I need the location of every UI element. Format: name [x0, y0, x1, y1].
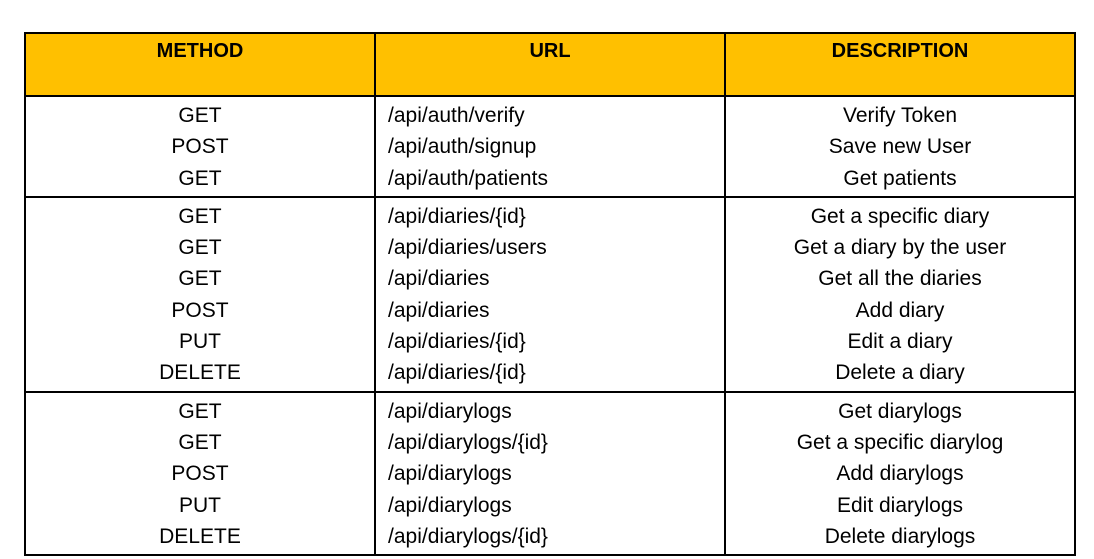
url-value: /api/diaries/{id}	[388, 361, 526, 385]
table-row	[25, 197, 1075, 392]
url-value: /api/diaries/{id}	[388, 204, 526, 228]
description-value: Edit a diary	[847, 330, 953, 354]
table-row	[25, 96, 1075, 197]
method-value: PUT	[179, 330, 221, 354]
method-value: POST	[171, 135, 229, 159]
url-value: /api/auth/signup	[388, 135, 537, 159]
header-description: DESCRIPTION	[725, 33, 1075, 96]
url-cell	[375, 392, 725, 555]
method-value: GET	[178, 236, 222, 260]
url-value: /api/auth/patients	[388, 166, 548, 190]
url-value: /api/diaries/{id}	[388, 330, 526, 354]
method-cell	[25, 392, 375, 555]
description-cell	[725, 392, 1075, 555]
description-value: Get all the diaries	[818, 267, 982, 291]
url-value: /api/diarylogs/{id}	[388, 524, 548, 548]
method-value: DELETE	[159, 361, 241, 385]
url-value: /api/diarylogs/{id}	[388, 430, 548, 454]
description-value: Save new User	[828, 135, 972, 159]
method-value: GET	[178, 104, 222, 127]
description-cell	[725, 197, 1075, 392]
table-header	[25, 33, 1075, 96]
description-value: Get a specific diary	[810, 204, 990, 228]
url-cell	[375, 197, 725, 392]
description-value: Get a specific diarylog	[796, 430, 1004, 454]
method-value: GET	[178, 430, 222, 454]
auth-endpoints-group	[25, 96, 1075, 197]
description-value: Add diary	[855, 298, 945, 322]
header-url: URL	[375, 33, 725, 96]
method-value: GET	[178, 399, 222, 423]
api-endpoints-table	[24, 32, 1076, 556]
url-value: /api/diaries	[388, 298, 490, 322]
method-value: GET	[178, 267, 222, 291]
method-value: POST	[171, 298, 229, 322]
url-value: /api/auth/verify	[388, 104, 525, 127]
table-row	[25, 392, 1075, 555]
url-value: /api/diarylogs	[388, 493, 512, 517]
method-value: DELETE	[159, 524, 241, 548]
description-value: Delete a diary	[835, 361, 965, 385]
description-value: Get diarylogs	[838, 399, 962, 423]
diaries-endpoints-group	[25, 197, 1075, 392]
url-value: /api/diaries	[388, 267, 490, 291]
method-value: GET	[178, 166, 222, 190]
description-value: Verify Token	[842, 104, 957, 127]
method-cell	[25, 96, 375, 197]
header-method: METHOD	[25, 33, 375, 96]
description-value: Edit diarylogs	[836, 493, 964, 517]
url-value: /api/diarylogs	[388, 462, 512, 486]
description-value: Add diarylogs	[836, 462, 964, 486]
url-cell	[375, 96, 725, 197]
description-value: Get a diary by the user	[793, 236, 1007, 260]
diarylogs-endpoints-group	[25, 392, 1075, 555]
header-row	[25, 33, 1075, 96]
description-value: Get patients	[843, 166, 957, 190]
url-value: /api/diarylogs	[388, 399, 512, 423]
method-value: POST	[171, 462, 229, 486]
description-value: Delete diarylogs	[824, 524, 976, 548]
method-value: GET	[178, 204, 222, 228]
method-value: PUT	[179, 493, 221, 517]
description-cell	[725, 96, 1075, 197]
url-value: /api/diaries/users	[388, 236, 547, 260]
method-cell	[25, 197, 375, 392]
